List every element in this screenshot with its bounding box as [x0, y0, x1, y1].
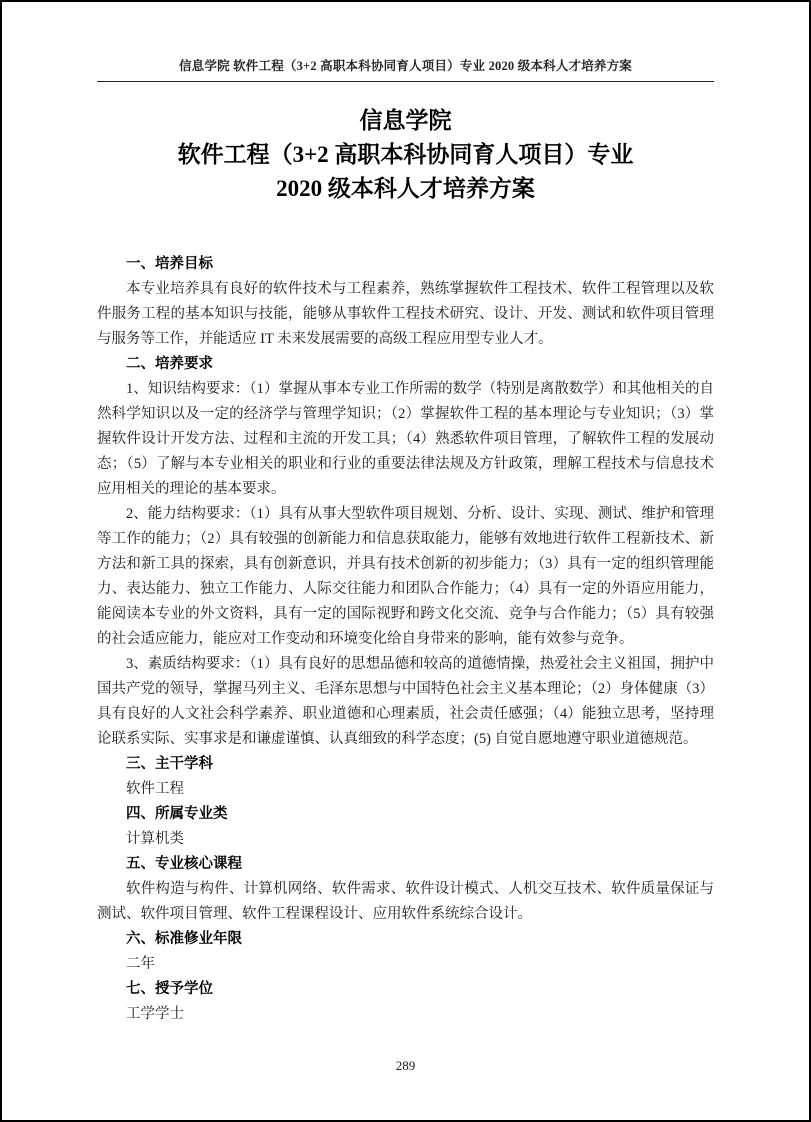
header-rule — [97, 81, 714, 82]
section-core-courses — [97, 852, 714, 927]
paragraph: 本专业培养具有良好的软件技术与工程素养，熟练掌握软件工程技术、软件工程管理以及软件服务工程的基本知识与技能，能够从事软件工程技术研究、设计、开发、测试和软件项目管理与服务等工作，并能适应 IT 未来发展需要的高级工程应用型专业人才。 — [97, 281, 714, 347]
paragraph: 1、知识结构要求：（1）掌握从事本专业工作所需的数学（特别是离散数学）和其他相关的自然科学知识以及一定的经济学与管理学知识；（2）掌握软件工程的基本理论与专业知识；（3）掌握软件设计开发方法、过程和主流的开发工具；（4）熟悉软件项目管理，了解软件工程的发展动态；（5）了解与本专业相关的职业和行业的重要法律法规及方针政策，理解工程技术与信息技术应用相关的理论的基本要求。 — [97, 381, 714, 497]
section-main-discipline — [97, 752, 714, 802]
document-body — [97, 252, 714, 1027]
title-line-department: 信息学院 — [359, 108, 452, 133]
section-heading: 三、主干学科 — [126, 756, 213, 772]
page-number: 289 — [395, 1058, 416, 1073]
section-heading: 二、培养要求 — [126, 356, 213, 372]
paragraph: 二年 — [126, 956, 155, 972]
section-degree-awarded — [97, 977, 714, 1027]
paragraph: 3、素质结构要求：（1）具有良好的思想品德和较高的道德情操，热爱社会主义祖国，拥护中国共产党的领导，掌握马列主义、毛泽东思想与中国特色社会主义基本理论；（2）身体健康（3）具有良好的人文社会科学素养、职业道德和心理素质，社会责任感强；（4）能独立思考，坚持理论联系实际、实事求是和谦虚谨慎、认真细致的科学态度；(5) 自觉自愿地遵守职业道德规范。 — [97, 656, 714, 747]
section-heading: 六、标准修业年限 — [126, 931, 242, 947]
document-title — [2, 104, 809, 206]
running-header: 信息学院 软件工程（3+2 高职本科协同育人项目）专业 2020 级本科人才培养方案 — [178, 59, 633, 73]
paragraph: 计算机类 — [126, 831, 184, 847]
section-training-objectives — [97, 252, 714, 352]
title-line-program: 2020 级本科人才培养方案 — [276, 176, 535, 201]
section-heading: 一、培养目标 — [126, 256, 213, 272]
section-study-duration — [97, 927, 714, 977]
section-heading: 五、专业核心课程 — [126, 856, 242, 872]
paragraph: 工学学士 — [126, 1006, 184, 1022]
section-heading: 七、授予学位 — [126, 981, 213, 997]
paragraph: 2、能力结构要求：（1）具有从事大型软件项目规划、分析、设计、实现、测试、维护和管理等工作的能力；（2）具有较强的创新能力和信息获取能力，能够有效地进行软件工程新技术、新方法和新工具的探索，具有创新意识，并具有技术创新的初步能力；（3）具有一定的组织管理能力、表达能力、独立工作能力、人际交往能力和团队合作能力；（4）具有一定的外语应用能力，能阅读本专业的外文资料，具有一定的国际视野和跨文化交流、竞争与合作能力；（5）具有较强的社会适应能力，能应对工作变动和环境变化给自身带来的影响，能有效参与竞争。 — [97, 506, 714, 647]
paragraph: 软件工程 — [126, 781, 184, 797]
title-line-major: 软件工程（3+2 高职本科协同育人项目）专业 — [177, 142, 634, 167]
paragraph: 软件构造与构件、计算机网络、软件需求、软件设计模式、人机交互技术、软件质量保证与测试、软件项目管理、软件工程课程设计、应用软件系统综合设计。 — [97, 881, 714, 922]
section-training-requirements — [97, 352, 714, 752]
section-heading: 四、所属专业类 — [126, 806, 228, 822]
section-major-category — [97, 802, 714, 852]
